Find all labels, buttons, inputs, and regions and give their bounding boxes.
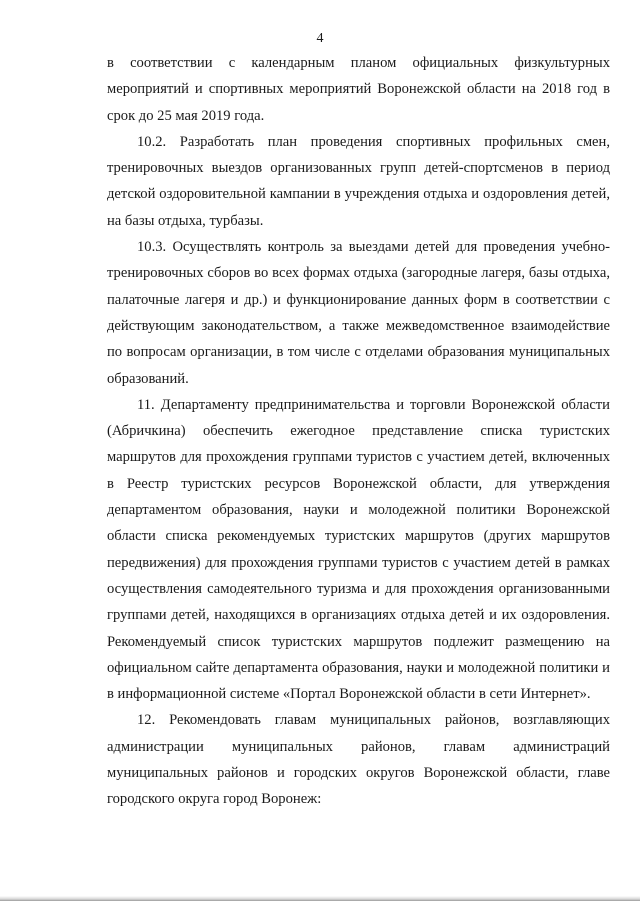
- paragraph-item-10-3: 10.3. Осуществлять контроль за выездами детей для проведения учебно-тренировочных сборов во всех формах отдыха (загородные лагеря, базы отдыха, палаточные лагеря и др.) и функционирование данных форм в соответствии с действующим законодательством, а также межведомственное взаимодействие по вопросам организации, в том числе с отделами образования муниципальных образований.: [107, 239, 610, 387]
- page-number: 4: [316, 31, 324, 46]
- paragraph-item-10-2: 10.2. Разработать план проведения спортивных профильных смен, тренировочных выездов организованных групп детей-спортсменов в период детской оздоровительной кампании в учреждения отдыха и оздоровления детей, на базы отдыха, турбазы.: [107, 133, 610, 229]
- document-body: [107, 50, 610, 813]
- paragraph-continuation: в соответствии с календарным планом официальных физкультурных мероприятий и спортивных мероприятий Воронежской области на 2018 год в срок до 25 мая 2019 года.: [107, 55, 610, 124]
- paragraph-item-12: 12. Рекомендовать главам муниципальных районов, возглавляющих администрации муниципальных районов, главам администраций муниципальных районов и городских округов Воронежской области, главе городского округа город Воронеж:: [107, 712, 610, 808]
- paragraph-item-11: 11. Департаменту предпринимательства и торговли Воронежской области (Абричкина) обеспечить ежегодное представление списка туристских маршрутов для прохождения группами туристов с участием детей, включенных в Реестр туристских ресурсов Воронежской области, для утверждения департаментом образования, науки и молодежной политики Воронежской области списка рекомендуемых туристских маршрутов (других маршрутов передвижения) для прохождения группами туристов с участием детей в рамках осуществления самодеятельного туризма и для прохождения организованными группами детей, находящихся в организациях отдыха детей и их оздоровления. Рекомендуемый список туристских маршрутов подлежит размещению на официальном сайте департамента образования, науки и молодежной политики и в информационной системе «Портал Воронежской области в сети Интернет».: [107, 396, 610, 703]
- scan-bottom-edge: [0, 896, 640, 901]
